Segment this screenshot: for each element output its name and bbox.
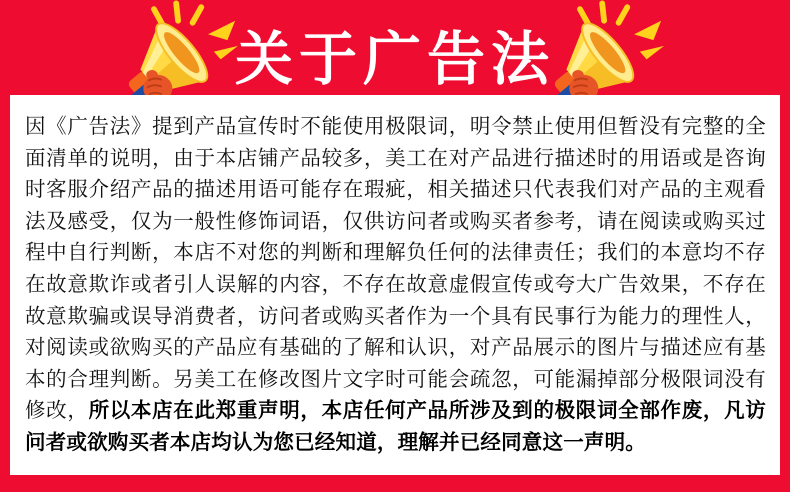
disclaimer-text: [25, 111, 766, 459]
disclaimer-bold-statement: 所以本店在此郑重声明，本店任何产品所涉及到的极限词全部作废，凡访问者或欲购买者本店均认为您已经知道，理解并已经同意这一声明。: [25, 399, 766, 454]
banner: [0, 0, 790, 95]
megaphone-ray-triangle: [640, 46, 664, 60]
disclaimer-regular-text: 因《广告法》提到产品宣传时不能使用极限词，明令禁止使用但暂没有完整的全面清单的说明，由于本店铺产品较多，美工在对产品进行描述时的用语或是咨询时客服介绍产品的描述用语可能存在瑕疵，相关描述只代表我们对产品的主观看法及感受，仅为一般性修饰词语，仅供访问者或购买者参考，请在阅读或购买过程中自行判断，本店不对您的判断和理解负任何的法律责任；我们的本意均不存在故意欺诈或者引人误解的内容，不存在故意虚假宣传或夸大广告效果，不存在故意欺骗或误导消费者，访问者或购买者作为一个具有民事行为能力的理性人，对阅读或欲购买的产品应有基础的了解和认识，对产品展示的图片与描述应有基本的合理判断。另美工在修改图片文字时可能会疏忽，可能漏掉部分极限词没有修改，: [25, 115, 766, 423]
disclaimer-panel: [10, 95, 780, 475]
megaphone-ray-triangle: [634, 21, 661, 40]
page-title: 关于广告法: [234, 27, 555, 92]
megaphone-icon: [549, 0, 665, 95]
